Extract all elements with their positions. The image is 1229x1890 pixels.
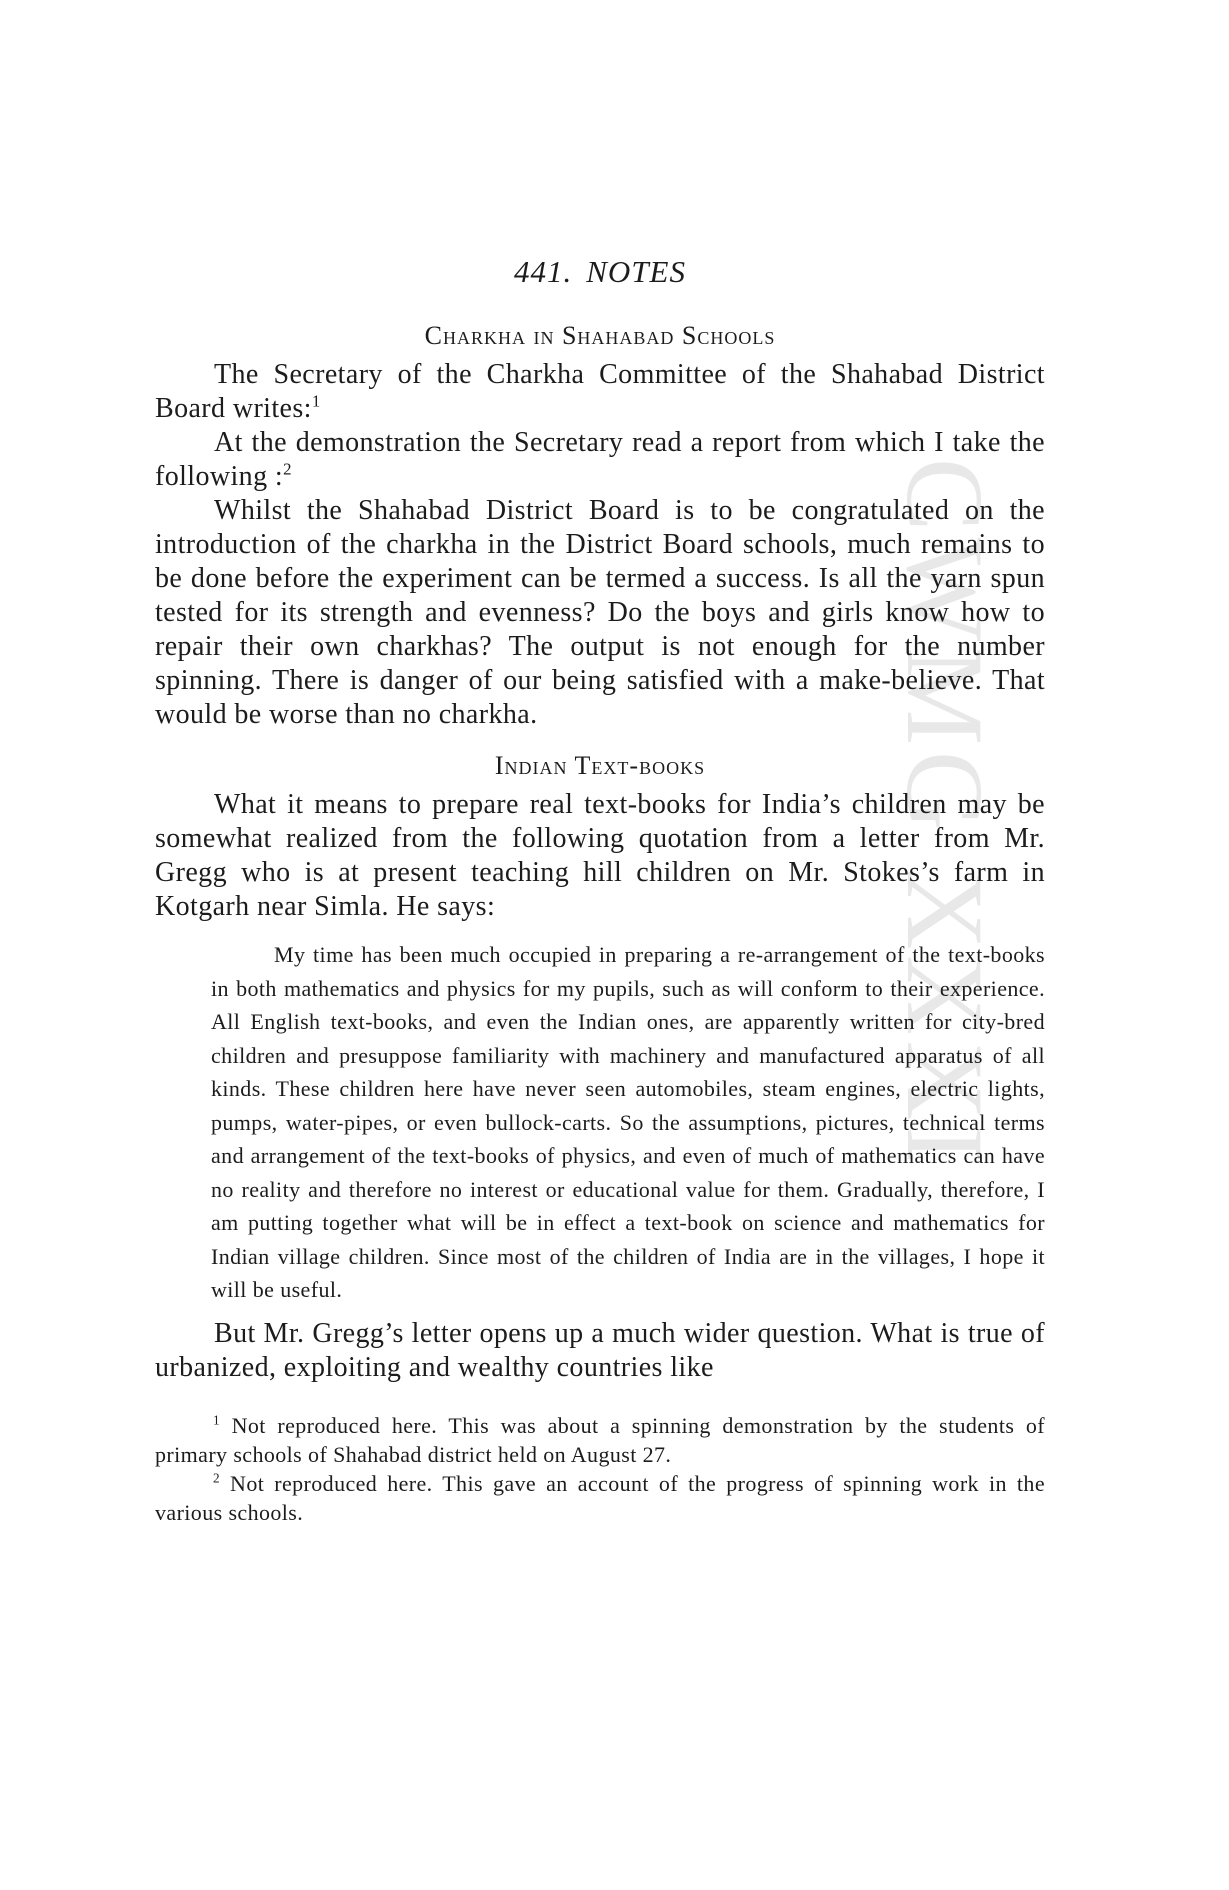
- paragraph: Whilst the Shahabad District Board is to be congratulated on the introduction of the charkha in the District Board schools, much remains to be done before the experiment can be termed a success. Is all the yarn spun tested for its strength and evenness? Do the boys and girls know how to repair their own charkhas? The output is not enough for the number spinning. There is danger of our being satisfied with a make-believe. That would be worse than no charkha.: [155, 495, 1045, 730]
- paragraph: What it means to prepare real text-books for India’s children may be somewhat realized from the following quotation from a letter from Mr. Gregg who is at present teaching hill children on Mr. Stokes’s farm in Kotgarh near Simla. He says:: [155, 789, 1045, 922]
- footnote-mark: 1: [213, 1412, 220, 1428]
- section-heading-textbooks: Indian Text-books: [494, 751, 706, 780]
- footnote-ref: 1: [311, 391, 321, 411]
- footnote-mark: 2: [213, 1470, 220, 1486]
- paragraph: But Mr. Gregg’s letter opens up a much wider question. What is true of urbanized, exploiting and wealthy countries like: [155, 1317, 1045, 1383]
- paragraph-text: The Secretary of the Charkha Committee of the Shahabad District Board writes:: [155, 359, 1045, 424]
- block-quote: My time has been much occupied in preparing a re-arrangement of the text-books in both mathematics and physics for my pupils, such as will conform to their experience. All English text-books, and even the Indian ones, are apparently written for city-bred children and presuppose familiarity with machinery and manufactured apparatus of all kinds. These children here have never seen automobiles, steam engines, electric lights, pumps, water-pipes, or even bullock-carts. So the assumptions, pictures, technical terms and arrangement of the text-books of physics, and even of much of mathematics can have no reality and therefore no interest or educational value for them. Gradually, therefore, I am putting together what will be in effect a text-book on science and mathematics for Indian village children. Since most of the children of India are in the villages, I hope it will be useful.: [211, 942, 1045, 1302]
- watermark: CWMG XXXI: [884, 458, 1006, 1169]
- paragraph-text: At the demonstration the Secretary read a report from which I take the following :: [155, 427, 1045, 492]
- footnote: [155, 1411, 1045, 1469]
- article-number: 441.: [514, 254, 573, 289]
- section-heading-charkha: Charkha in Shahabad Schools: [424, 321, 776, 350]
- footnote-text: Not reproduced here. This was about a spinning demonstration by the students of primary schools of Shahabad district held on August 27.: [155, 1412, 1045, 1467]
- page-title: [155, 248, 1045, 296]
- paragraph: [155, 426, 1045, 494]
- footnote-ref: 2: [283, 459, 292, 479]
- page-content: [155, 248, 1045, 1527]
- footnote: [155, 1469, 1045, 1527]
- footnotes: [155, 1411, 1045, 1527]
- article-title: NOTES: [586, 254, 686, 289]
- footnote-text: Not reproduced here. This gave an account of the progress of spinning work in the various schools.: [155, 1470, 1045, 1525]
- paragraph: [155, 358, 1045, 426]
